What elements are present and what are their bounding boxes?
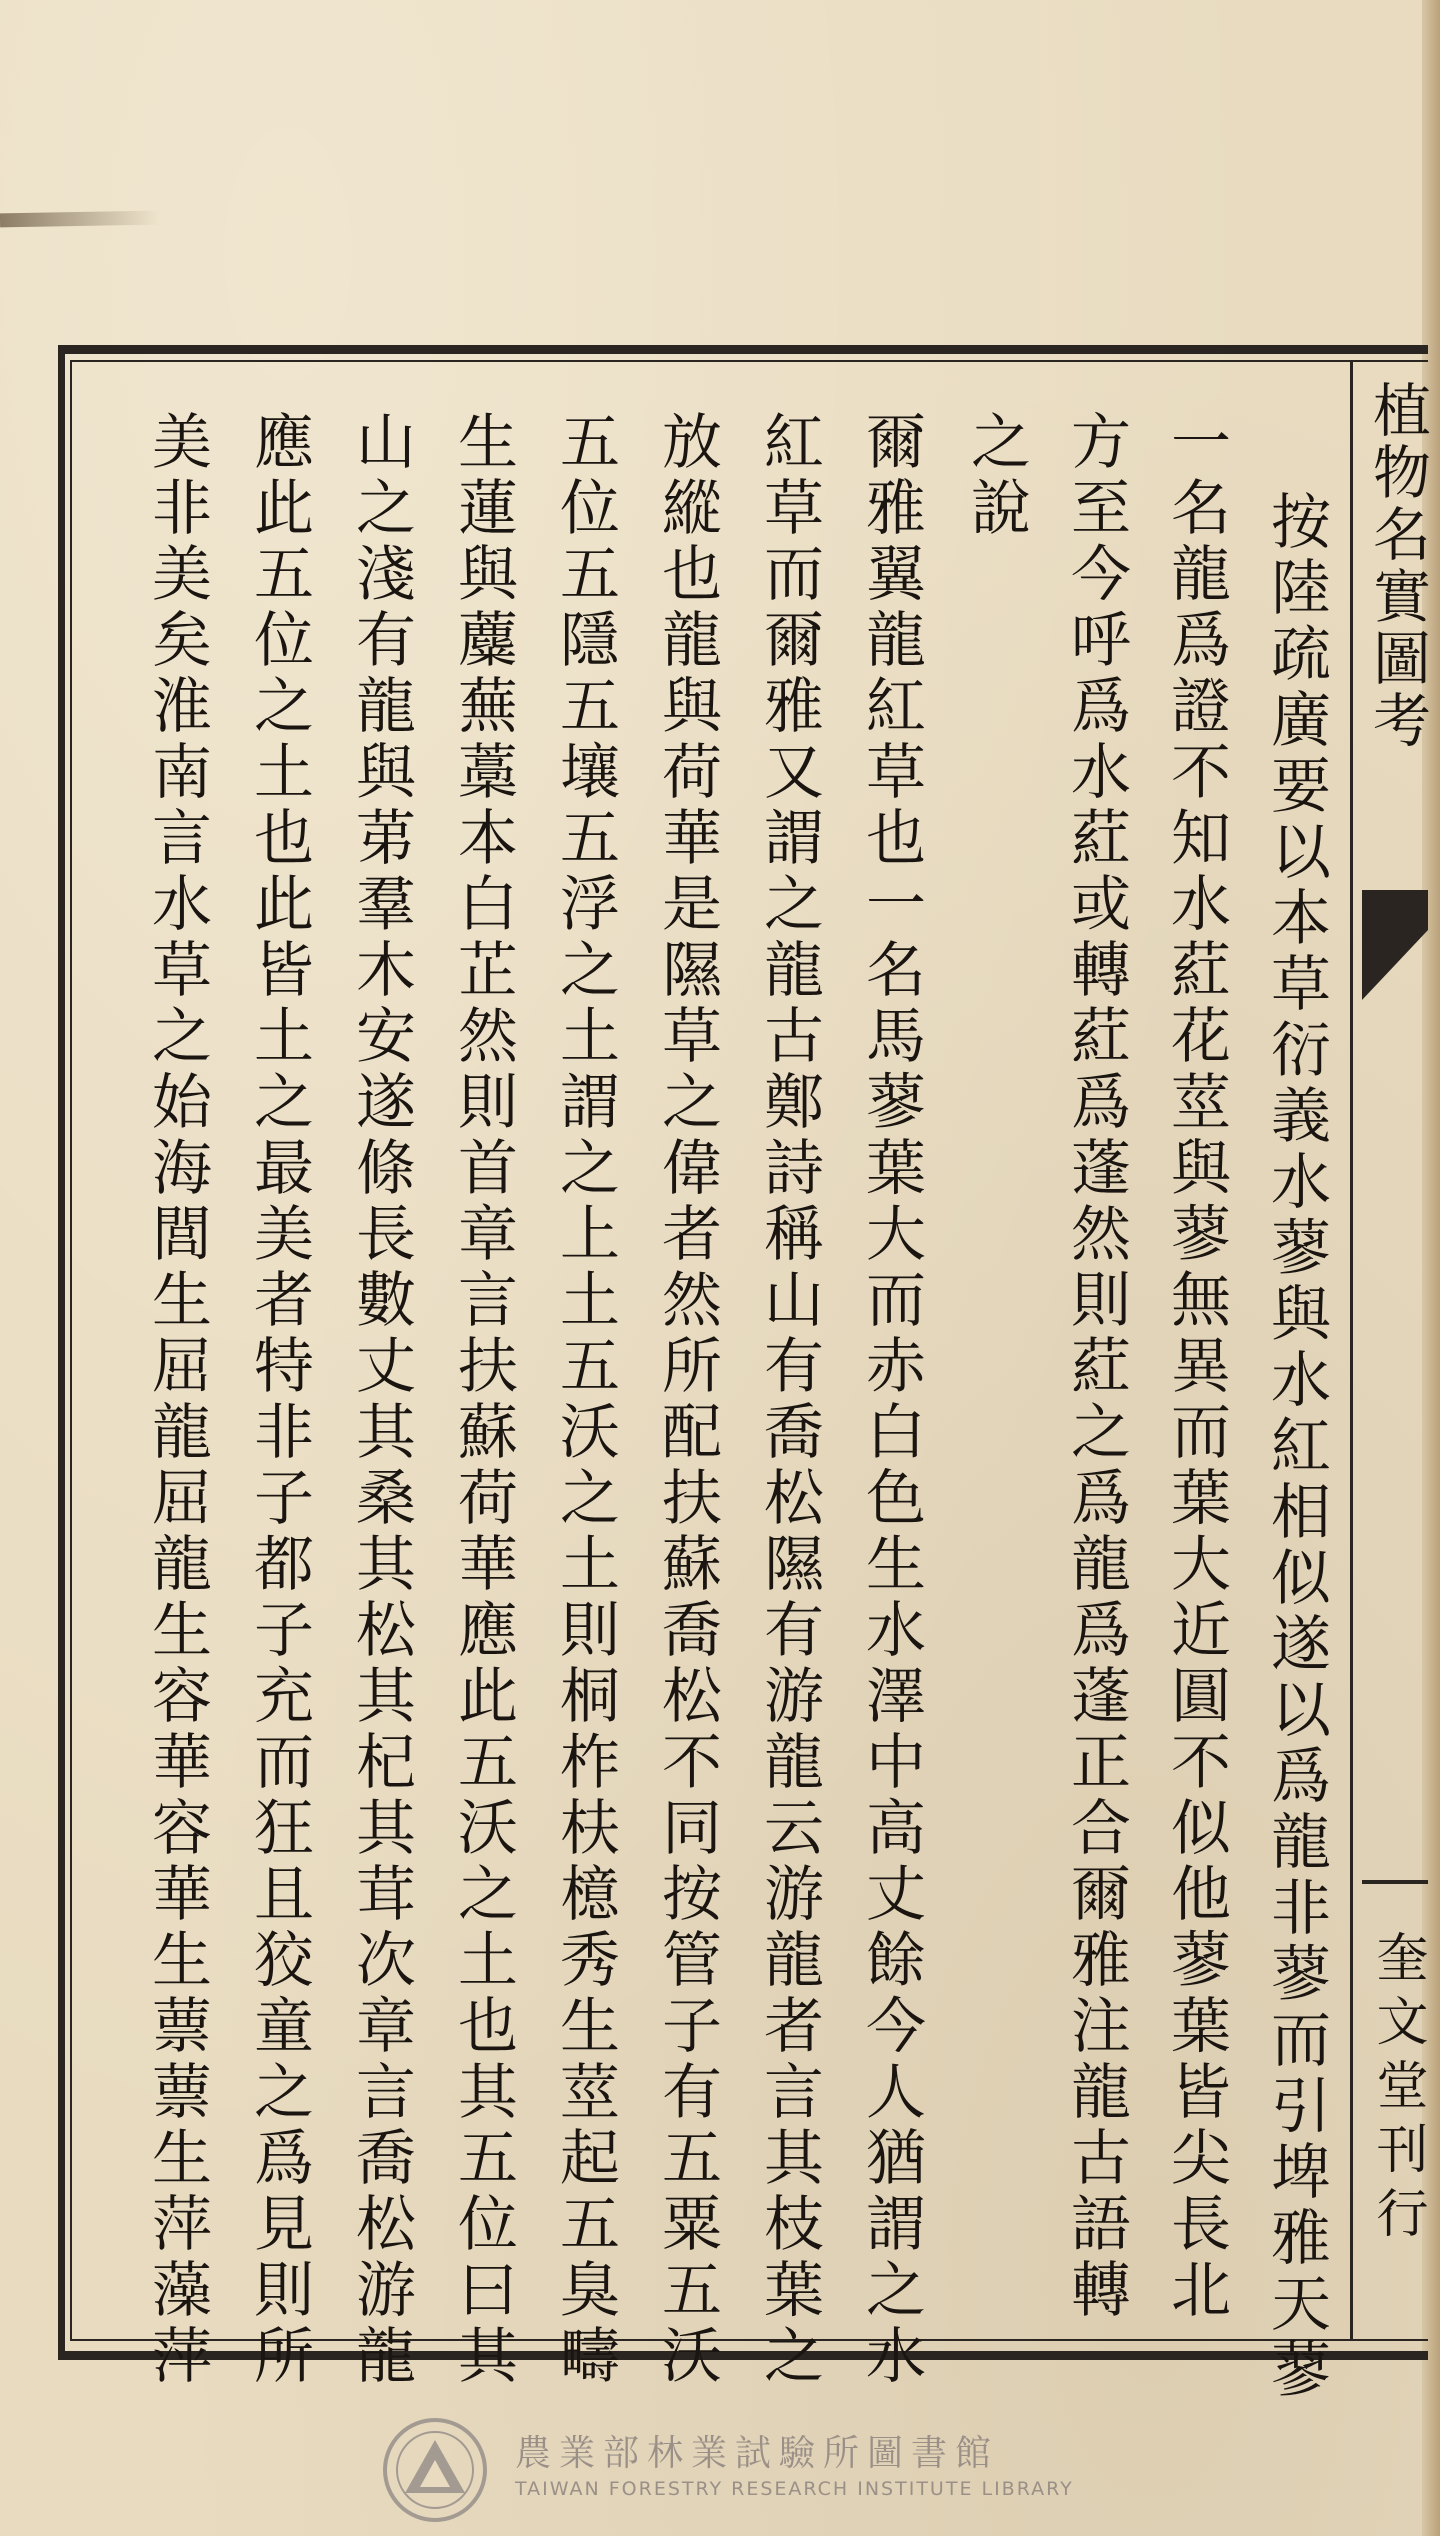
text-column-10: 山之淺有龍與苐羣木安遂條長數丈其桑其松其杞其茸次章言喬松游龍 <box>346 410 416 2390</box>
frame-inner-left-rule <box>70 360 72 2341</box>
text-column-6: 紅草而爾雅又謂之龍古鄭詩稱山有喬松隰有游龍云游龍者言其枝葉之 <box>754 410 824 2390</box>
text-column-3: 方至今呼爲水葒或轉葒爲蓬然則葒之爲龍爲蓬正合爾雅注龍古語轉 <box>1061 410 1131 2324</box>
fold-mark <box>1362 1880 1428 1884</box>
text-column-5: 爾雅翼龍紅草也一名馬蓼葉大而赤白色生水澤中高丈餘今人猶謂之水 <box>856 410 926 2390</box>
text-column-8: 五位五隱五壤五浮之土謂之上土五沃之土則桐柞枎檍秀生莖起五臭疇 <box>550 410 620 2390</box>
text-column-2: 一名龍爲證不知水葒花莖與蓼無異而葉大近圓不似他蓼葉皆尖長北 <box>1161 410 1231 2324</box>
banxin-divider <box>1350 360 1353 2341</box>
frame-inner-top-rule <box>70 360 1428 362</box>
banxin-title: 植物名實圖考 <box>1363 380 1431 752</box>
text-column-7: 放縱也龍與荷華是隰草之偉者然所配扶蘇喬松不同按管子有五粟五沃 <box>652 410 722 2390</box>
library-name-cn: 農業部林業試驗所圖書館 <box>515 2433 1000 2474</box>
text-column-1: 按陸疏廣要以本草衍義水蓼與水紅相似遂以爲龍非蓼而引埤雅天蓼 <box>1261 490 1331 2404</box>
fishtail-mark-icon <box>1362 890 1428 1000</box>
text-column-11: 應此五位之土也此皆土之最美者特非子都子充而狂且狡童之爲見則所 <box>244 410 314 2390</box>
library-name-en: TAIWAN FORESTRY RESEARCH INSTITUTE LIBRARY <box>515 2478 1074 2500</box>
text-column-9: 生蓮與蘪蕪藁本白芷然則首章言扶蘇荷華應此五沃之土也其五位曰其 <box>448 410 518 2390</box>
publisher-label: 奎文堂刊行 <box>1367 1930 1427 2250</box>
ink-smudge <box>0 211 160 228</box>
library-seal-icon <box>380 2415 490 2525</box>
text-column-4: 之說 <box>961 410 1031 542</box>
text-column-12: 美非美矣淮南言水草之始海閭生屈龍屈龍生容華容華生蔈蔈生萍藻萍 <box>142 410 212 2390</box>
